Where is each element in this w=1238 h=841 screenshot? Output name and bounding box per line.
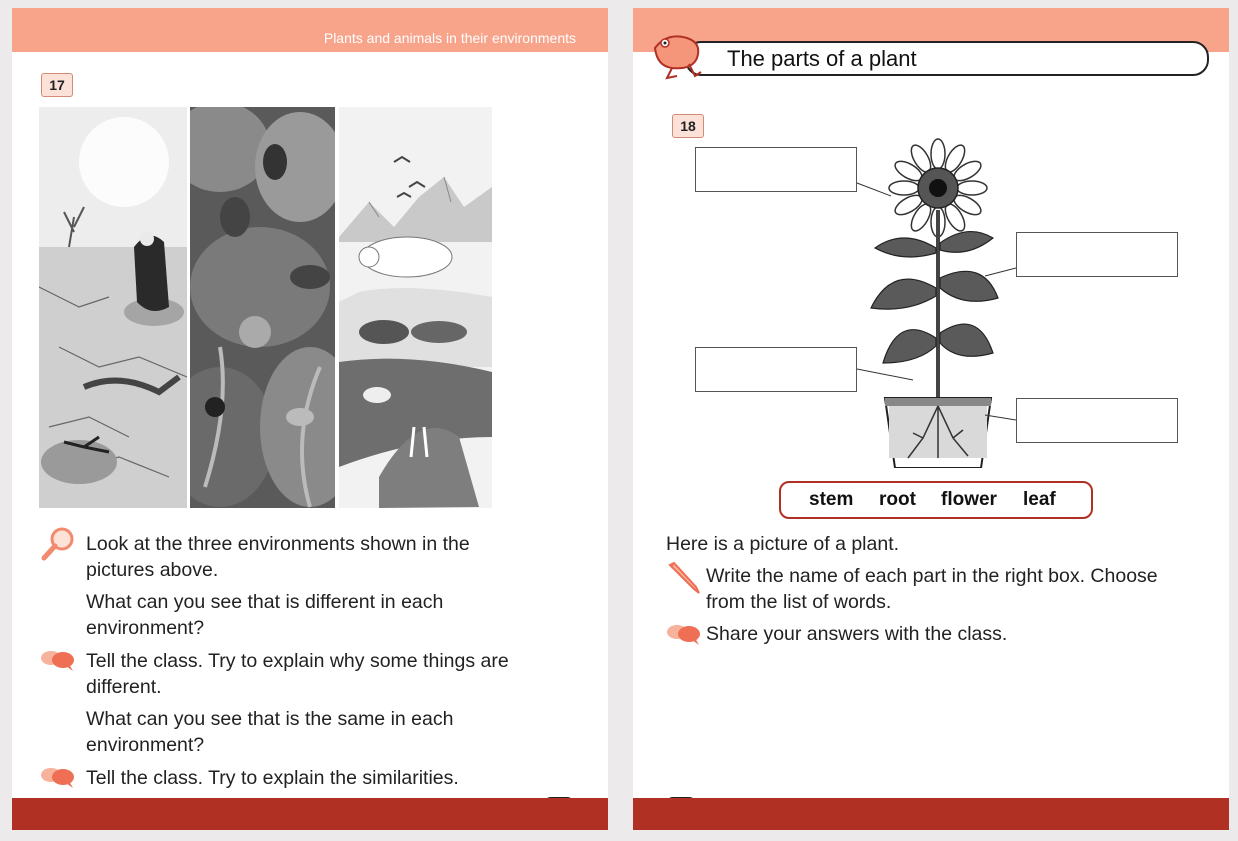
- instruction-text: Look at the three environments shown in the pictures above.: [86, 533, 470, 581]
- chapter-header: Plants and animals in their environments: [323, 30, 576, 46]
- polar-illustration: [339, 107, 492, 508]
- speech-bubbles-icon: [40, 765, 76, 794]
- activity-badge: 18: [672, 114, 704, 138]
- word-bank: [779, 481, 1093, 519]
- word-bank-item: root: [879, 489, 916, 510]
- desert-illustration: [39, 107, 187, 508]
- speech-bubbles-icon: [666, 622, 702, 651]
- right-page: [633, 8, 1229, 830]
- instruction-text: Tell the class. Try to explain why some things are different.: [86, 650, 509, 698]
- word-bank-item: leaf: [1023, 489, 1056, 510]
- instruction-text: Tell the class. Try to explain the similarities.: [86, 767, 459, 789]
- speech-bubbles-icon: [40, 648, 76, 677]
- intro-text: Here is a picture of a plant.: [666, 533, 900, 555]
- instruction-text: What can you see that is the same in each environment?: [86, 708, 454, 756]
- footer-band: [633, 798, 1229, 830]
- footer-band: [12, 798, 608, 830]
- left-page: [12, 8, 608, 830]
- word-bank-item: flower: [941, 489, 997, 510]
- answer-box-leaf[interactable]: [1016, 232, 1178, 277]
- instruction-text: What can you see that is different in each environment?: [86, 591, 444, 639]
- page-title: The parts of a plant: [727, 46, 917, 71]
- rainforest-illustration: [190, 107, 335, 508]
- answer-box-stem[interactable]: [695, 347, 857, 392]
- answer-box-root[interactable]: [1016, 398, 1178, 443]
- instruction-text: Write the name of each part in the right box. Choose from the list of words.: [706, 565, 1158, 613]
- instruction-text: Share your answers with the class.: [706, 623, 1008, 645]
- pencil-icon: [666, 561, 702, 600]
- magnifier-icon: [40, 526, 76, 567]
- word-bank-item: stem: [809, 489, 854, 510]
- activity-badge: 17: [41, 73, 73, 97]
- answer-box-flower[interactable]: [695, 147, 857, 192]
